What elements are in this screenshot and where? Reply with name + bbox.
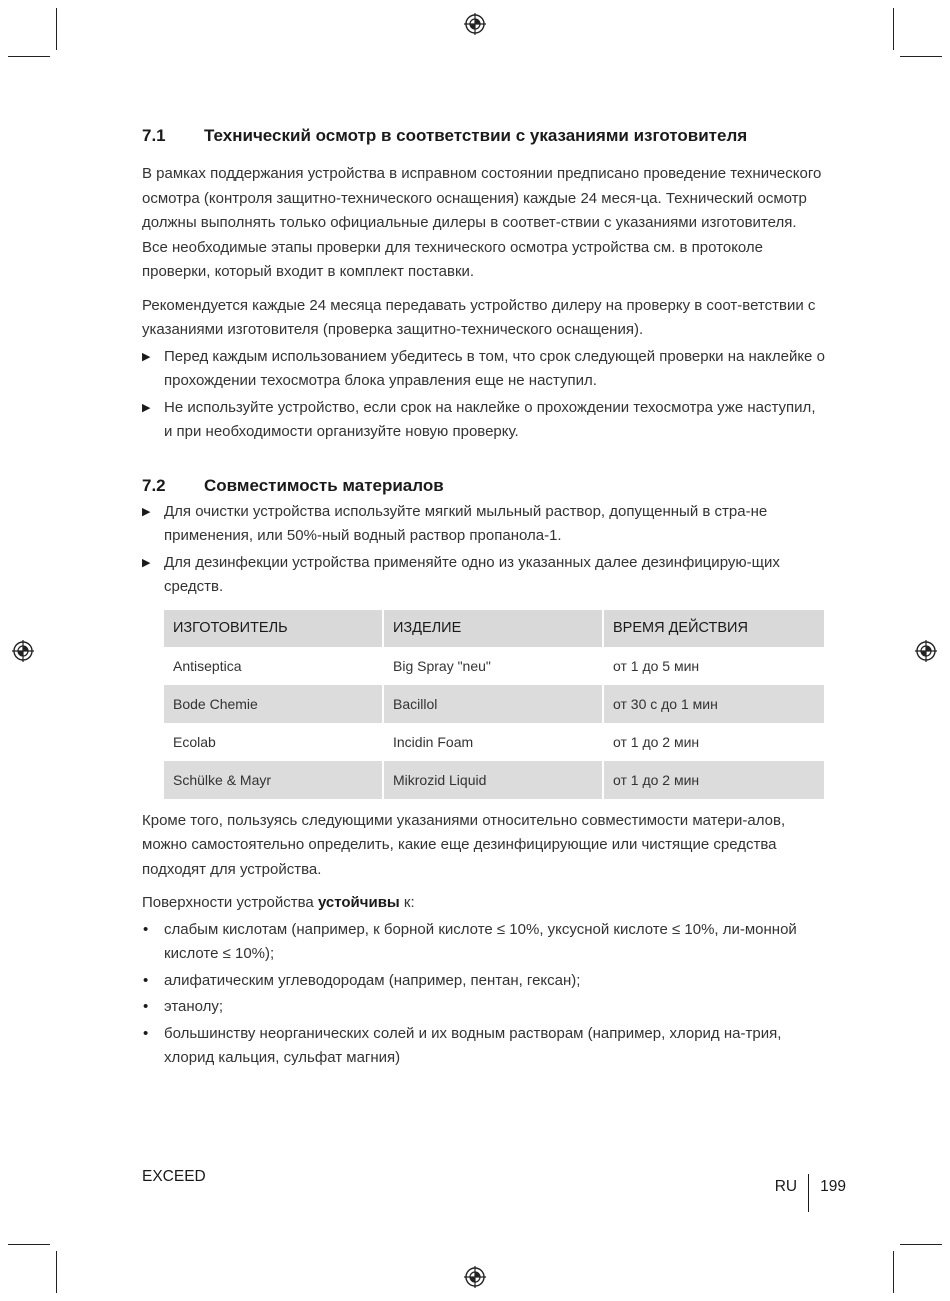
dot-bullet-icon: • xyxy=(143,1024,149,1042)
resistant-suffix: к: xyxy=(399,894,415,911)
column-header: ИЗГОТОВИТЕЛЬ xyxy=(164,610,382,647)
table-header-row xyxy=(164,610,824,647)
list-item xyxy=(142,345,826,394)
paragraph: В рамках поддержания устройства в исправном состоянии предписано проведение технического осмотра (контроля защитно-технического оснащения) каждые 24 меся-ца. Технический осмотр должны выполнять только официальные дилеры в соответ-ствии с указаниями изготовителя. Все необходимые этапы проверки для технического осмотра устройства см. в протоколе проверки, который входит в комплект поставки. xyxy=(142,165,822,280)
table-row xyxy=(164,723,824,761)
list-item xyxy=(142,995,826,1020)
list-item-text: алифатическим углеводородам (например, пентан, гексан); xyxy=(164,971,581,989)
crop-mark xyxy=(900,1244,942,1245)
table-cell: Schülke & Mayr xyxy=(164,761,382,799)
page-content xyxy=(142,124,826,1071)
table-cell: Big Spray "neu" xyxy=(393,657,491,674)
list-item-text: Не используйте устройство, если срок на наклейке о прохождении техосмотра уже наступил, и при необходимости организуйте новую проверку. xyxy=(164,398,816,440)
list-item-text: Для дезинфекции устройства применяйте одно из указанных далее дезинфицирую-щих средств. xyxy=(164,553,780,595)
table-cell: Incidin Foam xyxy=(393,733,474,750)
footer-page-info xyxy=(775,1168,846,1206)
arrow-bullet-icon: ▶ xyxy=(142,505,151,518)
table-row xyxy=(164,647,824,685)
list-item xyxy=(142,1022,826,1071)
crop-mark xyxy=(8,1244,50,1245)
registration-mark-icon xyxy=(12,640,34,662)
arrow-bullet-icon: ▶ xyxy=(142,350,151,363)
paragraph: Кроме того, пользуясь следующими указаниями относительно совместимости матери-алов, можно самостоятельно определить, какие еще дезинфицирующие или чистящие средства подходят для устройства. xyxy=(142,811,786,878)
crop-mark xyxy=(56,1251,57,1293)
list-item xyxy=(142,918,826,967)
table-cell: Mikrozid Liquid xyxy=(384,761,602,799)
arrow-bullet-icon: ▶ xyxy=(142,401,151,414)
disinfectant-table xyxy=(162,610,826,799)
list-item-text: этанолу; xyxy=(164,998,224,1015)
footer-language: RU xyxy=(774,1178,798,1195)
table-cell: от 30 с до 1 мин xyxy=(604,685,824,723)
dot-bullet-list xyxy=(142,918,826,1071)
resistant-prefix: Поверхности устройства xyxy=(142,894,318,911)
arrow-bullet-list xyxy=(142,345,826,445)
table-row xyxy=(164,761,824,799)
list-item xyxy=(142,551,826,600)
registration-mark-icon xyxy=(464,13,486,35)
section-title: Технический осмотр в соответствии с указаниями изготовителя xyxy=(204,126,748,145)
arrow-bullet-list xyxy=(142,500,826,600)
list-item-text: Для очистки устройства используйте мягкий мыльный раствор, допущенный в стра-не применения, или 50%-ный водный раствор пропанола-1. xyxy=(164,502,768,544)
section-number: 7.1 xyxy=(142,126,166,145)
section-title: Совместимость материалов xyxy=(204,475,444,495)
table-cell: Antiseptica xyxy=(173,657,242,674)
column-header: ИЗДЕЛИЕ xyxy=(384,610,602,647)
table-cell: от 1 до 5 мин xyxy=(613,657,700,674)
table-row xyxy=(164,685,824,723)
list-item xyxy=(142,500,826,549)
dot-bullet-icon: • xyxy=(143,920,149,938)
section-heading-7-1 xyxy=(142,124,826,148)
resistant-intro xyxy=(142,891,826,916)
list-item-text: слабым кислотам (например, к борной кислоте ≤ 10%, уксусной кислоте ≤ 10%, ли-монной кислоте ≤ 10%); xyxy=(164,920,797,962)
crop-mark xyxy=(8,56,50,57)
list-item xyxy=(142,396,826,445)
list-item-text: Перед каждым использованием убедитесь в том, что срок следующей проверки на наклейке о прохождении техосмотра блока управления еще не наступил. xyxy=(164,347,825,389)
registration-mark-icon xyxy=(915,640,937,662)
table-cell: от 1 до 2 мин xyxy=(604,761,824,799)
crop-mark xyxy=(56,8,57,50)
page-number: 199 xyxy=(820,1178,846,1195)
list-item-text: большинству неорганических солей и их водным растворам (например, хлорид на-трия, хлорид кальция, сульфат магния) xyxy=(164,1024,782,1066)
table-cell: от 1 до 2 мин xyxy=(613,733,700,750)
footer-divider xyxy=(808,1174,809,1212)
resistant-bold: устойчивы xyxy=(317,894,400,911)
registration-mark-icon xyxy=(464,1266,486,1288)
crop-mark xyxy=(900,56,942,57)
crop-mark xyxy=(893,8,894,50)
table-cell: Ecolab xyxy=(173,733,216,750)
dot-bullet-icon: • xyxy=(143,998,149,1015)
table-cell: Bacillol xyxy=(384,685,602,723)
crop-mark xyxy=(893,1251,894,1293)
list-item xyxy=(142,969,826,994)
section-number: 7.2 xyxy=(142,475,166,495)
dot-bullet-icon: • xyxy=(143,971,149,989)
table-cell: Bode Chemie xyxy=(164,685,382,723)
section-heading-7-2 xyxy=(142,474,826,498)
arrow-bullet-icon: ▶ xyxy=(142,556,151,569)
footer-brand: EXCEED xyxy=(142,1168,206,1185)
column-header: ВРЕМЯ ДЕЙСТВИЯ xyxy=(604,610,824,647)
paragraph: Рекомендуется каждые 24 месяца передавать устройство дилеру на проверку в соот-ветствии с указаниями изготовителя (проверка защитно-технического оснащения). xyxy=(142,296,816,338)
